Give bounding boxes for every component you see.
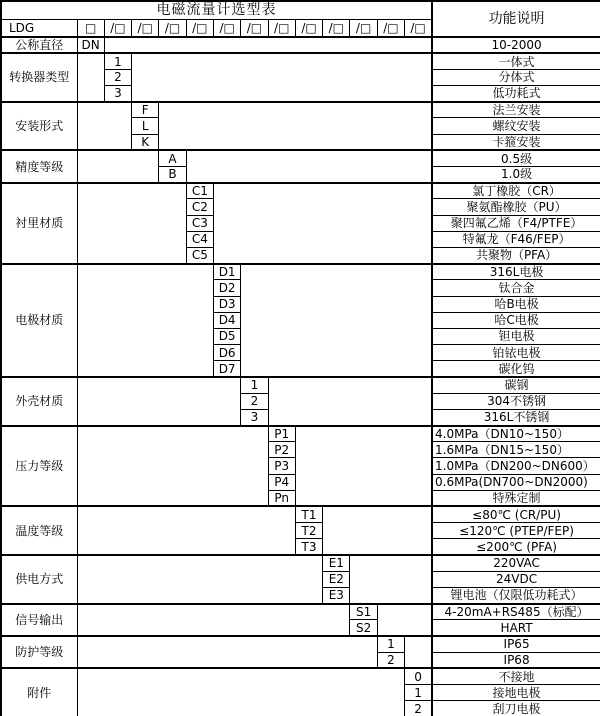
empty-gap	[104, 37, 432, 53]
option-code: S1	[350, 604, 377, 620]
empty-gap	[405, 636, 432, 668]
option-description: 1.6MPa（DN15~150）	[432, 442, 600, 458]
option-code: 3	[104, 86, 131, 102]
option-code: L	[132, 118, 159, 134]
empty-gap	[77, 53, 104, 102]
empty-gap	[77, 636, 377, 668]
field-name: 电极材质	[1, 264, 77, 377]
option-description: 304不锈钢	[432, 393, 600, 409]
option-description: 钽电极	[432, 328, 600, 344]
option-code: F	[132, 102, 159, 118]
empty-gap	[77, 183, 186, 264]
option-description: HART	[432, 620, 600, 636]
model-slot-box: /□	[104, 19, 131, 37]
option-code: 3	[241, 409, 268, 425]
option-description: ≤120℃ (PTEP/FEP)	[432, 523, 600, 539]
option-code: 2	[241, 393, 268, 409]
option-description: 10-2000	[432, 37, 600, 53]
option-code: T2	[295, 523, 322, 539]
option-description: IP68	[432, 652, 600, 668]
empty-gap	[377, 604, 432, 636]
field-name: 防护等级	[1, 636, 77, 668]
option-code: P1	[268, 426, 295, 442]
option-description: 0.5级	[432, 150, 600, 166]
empty-gap	[77, 102, 132, 151]
option-description: 聚氨酯橡胶（PU）	[432, 199, 600, 215]
model-slot-box: /□	[295, 19, 322, 37]
option-description: 220VAC	[432, 555, 600, 571]
field-name: 转换器类型	[1, 53, 77, 102]
option-description: 接地电极	[432, 685, 600, 701]
option-description: 1.0级	[432, 167, 600, 183]
field-name: 安装形式	[1, 102, 77, 151]
empty-gap	[132, 53, 432, 102]
empty-gap	[268, 377, 432, 426]
option-code: 1	[241, 377, 268, 393]
empty-gap	[295, 426, 432, 507]
option-description: 不接地	[432, 668, 600, 684]
option-description: 螺纹安装	[432, 118, 600, 134]
option-code: D1	[213, 264, 240, 280]
option-code: C4	[186, 231, 213, 247]
option-code: D6	[213, 345, 240, 361]
empty-gap	[77, 668, 405, 716]
model-slot-box: /□	[241, 19, 268, 37]
option-description: 1.0MPa（DN200~DN600）	[432, 458, 600, 474]
option-code: D2	[213, 280, 240, 296]
option-description: 316L电极	[432, 264, 600, 280]
option-description: 碳钢	[432, 377, 600, 393]
option-code: A	[159, 150, 186, 166]
option-code: P4	[268, 474, 295, 490]
empty-gap	[77, 604, 350, 636]
option-description: 4.0MPa（DN10~150）	[432, 426, 600, 442]
option-code: 2	[377, 652, 404, 668]
field-name: 衬里材质	[1, 183, 77, 264]
field-name: 公称直径	[1, 37, 77, 53]
option-code: 1	[104, 53, 131, 69]
option-description: 钛合金	[432, 280, 600, 296]
empty-gap	[159, 102, 432, 151]
option-description: 共聚物（PFA）	[432, 247, 600, 263]
option-code: DN	[77, 37, 104, 53]
empty-gap	[77, 377, 241, 426]
option-code: D5	[213, 328, 240, 344]
empty-gap	[77, 506, 295, 555]
option-code: C1	[186, 183, 213, 199]
empty-gap	[186, 150, 432, 182]
option-description: ≤200℃ (PFA)	[432, 539, 600, 555]
model-slot-box: /□	[186, 19, 213, 37]
option-description: 聚四氟乙烯（F4/PTFE）	[432, 215, 600, 231]
option-description: 碳化钨	[432, 361, 600, 377]
option-code: P2	[268, 442, 295, 458]
option-code: T3	[295, 539, 322, 555]
option-code: E1	[323, 555, 350, 571]
option-description: 刮刀电极	[432, 701, 600, 716]
option-code: D7	[213, 361, 240, 377]
empty-gap	[77, 264, 213, 377]
option-code: 2	[405, 701, 432, 716]
empty-gap	[77, 555, 323, 604]
option-description: ≤80℃ (CR/PU)	[432, 506, 600, 522]
field-name: 精度等级	[1, 150, 77, 182]
option-description: 4-20mA+RS485（标配）	[432, 604, 600, 620]
model-slot-box: /□	[350, 19, 377, 37]
option-code: E3	[323, 587, 350, 603]
empty-gap	[350, 555, 432, 604]
table-title: 电磁流量计选型表	[1, 1, 432, 19]
field-name: 附件	[1, 668, 77, 716]
option-code: C3	[186, 215, 213, 231]
option-description: IP65	[432, 636, 600, 652]
model-slot-box: /□	[132, 19, 159, 37]
option-description: 分体式	[432, 69, 600, 85]
option-code: B	[159, 167, 186, 183]
model-slot-box: /□	[268, 19, 295, 37]
option-code: P3	[268, 458, 295, 474]
model-slot-box: /□	[213, 19, 240, 37]
field-name: 供电方式	[1, 555, 77, 604]
option-description: 哈B电极	[432, 296, 600, 312]
option-description: 氯丁橡胶（CR）	[432, 183, 600, 199]
option-code: C2	[186, 199, 213, 215]
empty-gap	[77, 150, 159, 182]
function-column-header: 功能说明	[432, 1, 600, 37]
option-code: S2	[350, 620, 377, 636]
option-description: 0.6MPa(DN700~DN2000)	[432, 474, 600, 490]
option-description: 316L不锈钢	[432, 409, 600, 425]
option-description: 铂铱电极	[432, 345, 600, 361]
option-code: 1	[377, 636, 404, 652]
model-slot-box: /□	[405, 19, 432, 37]
empty-gap	[213, 183, 432, 264]
field-name: 信号输出	[1, 604, 77, 636]
option-code: D4	[213, 312, 240, 328]
model-slot-box: /□	[323, 19, 350, 37]
empty-gap	[77, 426, 268, 507]
option-code: C5	[186, 247, 213, 263]
option-code: T1	[295, 506, 322, 522]
option-description: 低功耗式	[432, 86, 600, 102]
field-name: 温度等级	[1, 506, 77, 555]
option-description: 特殊定制	[432, 490, 600, 506]
option-code: D3	[213, 296, 240, 312]
empty-gap	[241, 264, 432, 377]
option-code: 2	[104, 69, 131, 85]
option-code: K	[132, 134, 159, 150]
option-description: 法兰安装	[432, 102, 600, 118]
option-description: 卡箍安装	[432, 134, 600, 150]
empty-gap	[323, 506, 432, 555]
model-code-box: □	[77, 19, 104, 37]
option-description: 24VDC	[432, 571, 600, 587]
option-code: E2	[323, 571, 350, 587]
field-name: 外壳材质	[1, 377, 77, 426]
option-description: 锂电池（仅限低功耗式）	[432, 587, 600, 603]
model-prefix: LDG	[1, 19, 77, 37]
option-code: Pn	[268, 490, 295, 506]
model-slot-box: /□	[377, 19, 404, 37]
field-name: 压力等级	[1, 426, 77, 507]
model-slot-box: /□	[159, 19, 186, 37]
option-description: 特氟龙（F46/FEP）	[432, 231, 600, 247]
option-description: 一体式	[432, 53, 600, 69]
option-code: 0	[405, 668, 432, 684]
option-code: 1	[405, 685, 432, 701]
option-description: 哈C电极	[432, 312, 600, 328]
